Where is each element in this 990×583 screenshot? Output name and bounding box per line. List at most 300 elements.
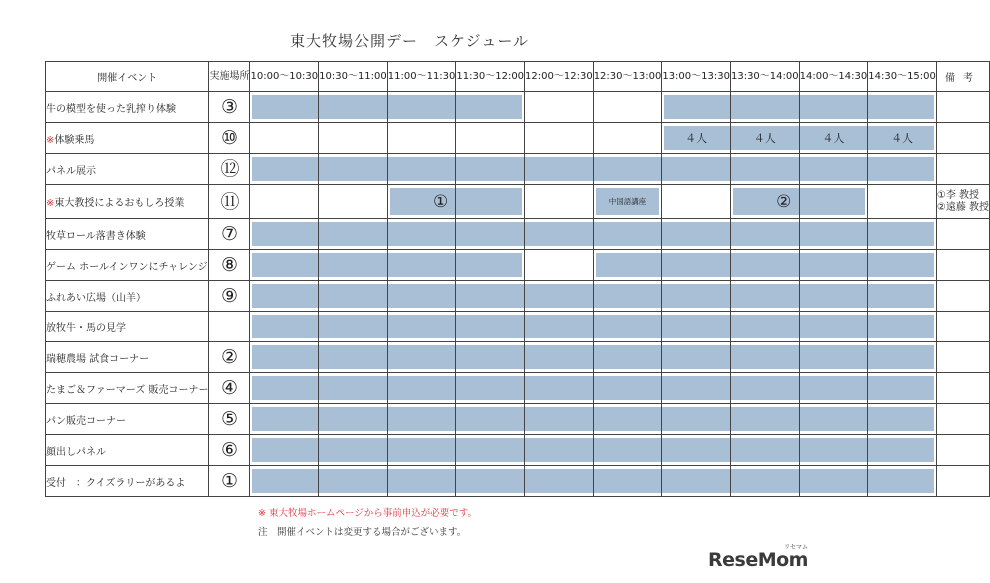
slot-fill: [800, 284, 868, 308]
slot-fill: [456, 284, 524, 308]
note-cell: [936, 312, 989, 342]
slot-fill: [868, 95, 934, 119]
time-slot: [387, 281, 456, 312]
time-slot: [319, 342, 388, 373]
time-slot: [799, 435, 868, 466]
header-time: 13:30～14:00: [730, 62, 799, 92]
slot-fill: [731, 376, 799, 400]
time-slot: [593, 466, 662, 497]
slot-fill: [319, 376, 387, 400]
slot-fill: [662, 407, 730, 431]
time-slot: [387, 250, 456, 281]
slot-fill: [868, 253, 934, 277]
time-slot: [456, 342, 525, 373]
note-cell: [936, 123, 989, 154]
event-name-cell: [46, 185, 209, 219]
time-slot: [387, 219, 456, 250]
table-row: [46, 435, 990, 466]
time-slot: [525, 154, 594, 185]
time-slot: [799, 404, 868, 435]
slot-fill: [868, 376, 934, 400]
place-cell: [209, 281, 250, 312]
place-number: ⑪: [220, 190, 240, 213]
slot-fill: [319, 315, 387, 338]
time-slot: [525, 123, 594, 154]
slot-fill: [388, 376, 456, 400]
slot-label: ４人: [753, 132, 776, 145]
footnote-change: 注 開催イベントは変更する場合がございます。: [258, 527, 467, 538]
slot-fill: [388, 315, 456, 338]
time-slot: [319, 312, 388, 342]
slot-fill: [525, 407, 593, 431]
logo-sub: リセマム: [784, 544, 808, 551]
time-slot: [525, 404, 594, 435]
time-slot: [593, 312, 662, 342]
slot-fill: [456, 469, 524, 493]
time-slot: [387, 466, 456, 497]
time-slot: [456, 154, 525, 185]
time-slot: [319, 154, 388, 185]
time-slot: [799, 154, 868, 185]
slot-fill: [388, 157, 456, 181]
time-slot: [250, 312, 319, 342]
slot-fill: [525, 469, 593, 493]
time-slot: [868, 373, 937, 404]
place-cell: [209, 342, 250, 373]
slot-fill: [525, 345, 593, 369]
time-slot: [525, 373, 594, 404]
event-name-cell: [46, 154, 209, 185]
slot-fill: [731, 438, 799, 462]
time-slot: [730, 404, 799, 435]
slot-fill: [868, 438, 934, 462]
time-slot: [868, 404, 937, 435]
slot-fill: [731, 345, 799, 369]
time-slot: [868, 312, 937, 342]
time-slot: [593, 281, 662, 312]
header-place: 実施場所: [209, 62, 250, 92]
event-name-cell: [46, 92, 209, 123]
slot-fill: [456, 95, 522, 119]
place-cell: [209, 219, 250, 250]
slot-fill: [594, 469, 662, 493]
event-name-cell: [46, 404, 209, 435]
time-slot: [730, 435, 799, 466]
slot-fill: [731, 407, 799, 431]
slot-fill: [525, 222, 593, 246]
time-slot: [662, 250, 731, 281]
place-cell: [209, 92, 250, 123]
event-name: ふれあい広場（山羊）: [46, 292, 146, 304]
slot-fill: [252, 253, 318, 277]
place-cell: [209, 435, 250, 466]
time-slot: [593, 185, 662, 219]
time-slot: [593, 250, 662, 281]
time-slot: [799, 219, 868, 250]
time-slot: [456, 312, 525, 342]
time-slot: [868, 185, 937, 219]
event-name-cell: [46, 466, 209, 497]
slot-fill: [868, 222, 934, 246]
header-event: 開催イベント: [46, 62, 209, 92]
time-slot: [387, 123, 456, 154]
table-row: [46, 250, 990, 281]
slot-fill: [388, 345, 456, 369]
footnote-required: ※ 東大牧場ホームページから事前申込が必要です。: [258, 508, 478, 519]
slot-fill: [319, 95, 387, 119]
note-cell: [936, 281, 989, 312]
slot-fill: [252, 345, 318, 369]
slot-fill: [252, 284, 318, 308]
note-cell: [936, 154, 989, 185]
slot-fill: [800, 157, 868, 181]
slot-label: ４人: [822, 132, 845, 145]
slot-fill: [456, 438, 524, 462]
table-row: [46, 466, 990, 497]
event-name: 牛の模型を使った乳搾り体験: [46, 103, 176, 115]
slot-fill: [868, 157, 934, 181]
time-slot: [799, 466, 868, 497]
header-time: 11:00～11:30: [387, 62, 456, 92]
place-number: ②: [220, 346, 238, 368]
place-number: ⑦: [220, 223, 238, 245]
slot-fill: [388, 95, 456, 119]
note-cell: [936, 435, 989, 466]
header-time: 14:30～15:00: [868, 62, 937, 92]
slot-fill: [388, 469, 456, 493]
place-cell: [209, 123, 250, 154]
time-slot: [730, 154, 799, 185]
slot-fill: [319, 253, 387, 277]
slot-fill: [800, 407, 868, 431]
place-number: ⑩: [220, 127, 238, 149]
time-slot: [662, 373, 731, 404]
time-slot: [525, 250, 594, 281]
note-cell: [936, 466, 989, 497]
time-slot: [730, 466, 799, 497]
time-slot: [319, 404, 388, 435]
slot-fill: [319, 407, 387, 431]
slot-fill: [319, 284, 387, 308]
slot-fill: [800, 315, 868, 338]
slot-fill: [456, 345, 524, 369]
time-slot: [799, 342, 868, 373]
table-row: [46, 342, 990, 373]
time-slot: [662, 123, 731, 154]
time-slot: [525, 435, 594, 466]
resemom-logo: [708, 544, 808, 571]
note-line: ②遠藤 教授: [936, 201, 990, 213]
time-slot: [387, 92, 456, 123]
time-slot: [799, 312, 868, 342]
event-name: ゲーム ホールインワンにチャレンジ: [46, 261, 208, 273]
slot-fill: [388, 284, 456, 308]
table-row: [46, 373, 990, 404]
time-slot: [319, 92, 388, 123]
slot-fill: [868, 315, 934, 338]
slot-fill: [594, 376, 662, 400]
note-cell: [936, 185, 989, 219]
time-slot: [250, 373, 319, 404]
time-slot: [525, 185, 594, 219]
slot-fill: [319, 345, 387, 369]
slot-fill: [456, 315, 524, 338]
slot-fill: [731, 315, 799, 338]
time-slot: [250, 185, 319, 219]
time-slot: [868, 342, 937, 373]
slot-fill: [662, 284, 730, 308]
time-slot: [730, 185, 799, 219]
slot-fill: [800, 222, 868, 246]
slot-label: ②: [776, 191, 792, 212]
event-name-cell: [46, 435, 209, 466]
time-slot: [593, 154, 662, 185]
event-name-cell: [46, 250, 209, 281]
time-slot: [868, 92, 937, 123]
note-line: ①李 教授: [936, 189, 980, 201]
slot-fill: [456, 222, 524, 246]
slot-label: ①: [432, 191, 449, 212]
event-name: 牧草ロール落書き体験: [46, 230, 146, 242]
time-slot: [662, 312, 731, 342]
slot-fill: [594, 284, 662, 308]
time-slot: [250, 281, 319, 312]
time-slot: [799, 92, 868, 123]
place-cell: [209, 185, 250, 219]
slot-fill: [525, 438, 593, 462]
time-slot: [456, 123, 525, 154]
time-slot: [662, 185, 731, 219]
time-slot: [319, 435, 388, 466]
slot-fill: [800, 253, 868, 277]
time-slot: [250, 219, 319, 250]
place-number: ④: [220, 377, 238, 399]
slot-fill: [662, 469, 730, 493]
slot-fill: [800, 469, 868, 493]
slot-fill: [456, 407, 524, 431]
slot-fill: [662, 376, 730, 400]
time-slot: [662, 219, 731, 250]
schedule-body: [46, 92, 990, 497]
time-slot: [456, 404, 525, 435]
place-cell: [209, 312, 250, 342]
slot-fill: [252, 469, 318, 493]
slot-fill: [252, 222, 318, 246]
slot-fill: [525, 315, 593, 338]
time-slot: [730, 312, 799, 342]
slot-fill: [662, 438, 730, 462]
time-slot: [319, 123, 388, 154]
slot-fill: [594, 407, 662, 431]
slot-fill: [525, 376, 593, 400]
slot-fill: [868, 407, 934, 431]
table-row: [46, 154, 990, 185]
time-slot: [662, 466, 731, 497]
header-row: [46, 62, 990, 92]
table-row: [46, 281, 990, 312]
place-number: ⑫: [220, 158, 240, 180]
place-number: ⑨: [220, 285, 238, 307]
slot-fill: [662, 345, 730, 369]
time-slot: [799, 281, 868, 312]
time-slot: [387, 404, 456, 435]
time-slot: [525, 219, 594, 250]
time-slot: [250, 404, 319, 435]
time-slot: [593, 404, 662, 435]
schedule-table: [45, 61, 990, 497]
time-slot: [799, 185, 868, 219]
header-time: 10:00～10:30: [250, 62, 319, 92]
time-slot: [662, 404, 731, 435]
table-row: [46, 404, 990, 435]
place-number: ⑧: [220, 254, 238, 276]
table-row: [46, 123, 990, 154]
event-name-cell: [46, 123, 209, 154]
required-mark: ※: [46, 198, 55, 209]
event-name-cell: [46, 342, 209, 373]
header-note: 備考: [936, 62, 989, 92]
slot-fill: [594, 345, 662, 369]
logo-text: ReseMom: [708, 549, 808, 571]
slot-fill: [456, 188, 522, 215]
slot-label: ４人: [685, 132, 708, 145]
slot-fill: [662, 222, 730, 246]
time-slot: [799, 123, 868, 154]
place-cell: [209, 154, 250, 185]
note-cell: [936, 373, 989, 404]
time-slot: [730, 92, 799, 123]
header-time: 11:30～12:00: [456, 62, 525, 92]
time-slot: [387, 154, 456, 185]
slot-fill: [456, 376, 524, 400]
event-name-cell: [46, 312, 209, 342]
time-slot: [456, 219, 525, 250]
event-name: パネル展示: [46, 165, 96, 177]
slot-label: 中国語講座: [608, 196, 647, 206]
slot-fill: [662, 157, 730, 181]
time-slot: [250, 154, 319, 185]
note-cell: [936, 404, 989, 435]
slot-fill: [252, 157, 318, 181]
slot-fill: [252, 315, 318, 338]
place-cell: [209, 373, 250, 404]
time-slot: [730, 342, 799, 373]
slot-fill: [868, 345, 934, 369]
time-slot: [456, 92, 525, 123]
slot-fill: [594, 157, 662, 181]
time-slot: [387, 312, 456, 342]
time-slot: [868, 435, 937, 466]
time-slot: [730, 281, 799, 312]
slot-fill: [800, 345, 868, 369]
header-time: 12:00～12:30: [525, 62, 594, 92]
event-name: 東大教授によるおもしろ授業: [54, 198, 185, 209]
time-slot: [319, 219, 388, 250]
event-name-cell: [46, 281, 209, 312]
place-number: ⑥: [220, 439, 238, 461]
slot-fill: [456, 157, 524, 181]
slot-fill: [596, 253, 662, 277]
slot-fill: [525, 284, 593, 308]
slot-fill: [388, 407, 456, 431]
time-slot: [319, 250, 388, 281]
time-slot: [319, 185, 388, 219]
time-slot: [525, 312, 594, 342]
table-row: [46, 92, 990, 123]
slot-fill: [388, 438, 456, 462]
slot-fill: [868, 469, 934, 493]
note-cell: [936, 219, 989, 250]
slot-fill: [800, 188, 866, 215]
slot-fill: [594, 438, 662, 462]
time-slot: [593, 435, 662, 466]
slot-fill: [319, 157, 387, 181]
time-slot: [250, 92, 319, 123]
event-name: 瑞穂農場 試食コーナー: [46, 353, 150, 365]
time-slot: [250, 466, 319, 497]
header-time: 10:30～11:00: [319, 62, 388, 92]
time-slot: [456, 373, 525, 404]
slot-fill: [525, 157, 593, 181]
time-slot: [730, 373, 799, 404]
table-row: [46, 185, 990, 219]
time-slot: [250, 123, 319, 154]
time-slot: [525, 466, 594, 497]
place-number: ③: [220, 96, 238, 118]
event-name: 体験乗馬: [54, 134, 95, 146]
time-slot: [250, 250, 319, 281]
time-slot: [662, 92, 731, 123]
time-slot: [868, 466, 937, 497]
time-slot: [662, 435, 731, 466]
time-slot: [319, 373, 388, 404]
note-cell: [936, 250, 989, 281]
time-slot: [868, 281, 937, 312]
time-slot: [662, 154, 731, 185]
time-slot: [250, 435, 319, 466]
event-name: 受付 ：クイズラリーがあるよ: [46, 477, 186, 489]
time-slot: [868, 154, 937, 185]
slot-fill: [388, 253, 456, 277]
time-slot: [662, 281, 731, 312]
table-row: [46, 219, 990, 250]
slot-fill: [731, 284, 799, 308]
time-slot: [387, 342, 456, 373]
slot-fill: [594, 315, 662, 338]
event-name: パン販売コーナー: [46, 415, 126, 427]
slot-fill: [456, 253, 522, 277]
slot-fill: [662, 315, 730, 338]
event-name-cell: [46, 219, 209, 250]
time-slot: [525, 92, 594, 123]
header-time: 14:00～14:30: [799, 62, 868, 92]
slot-fill: [800, 438, 868, 462]
slot-fill: [252, 376, 318, 400]
slot-fill: [594, 222, 662, 246]
time-slot: [730, 250, 799, 281]
page-title: 東大牧場公開デー スケジュール: [289, 32, 530, 50]
time-slot: [799, 250, 868, 281]
place-cell: [209, 250, 250, 281]
time-slot: [456, 250, 525, 281]
place-cell: [209, 404, 250, 435]
slot-fill: [731, 157, 799, 181]
time-slot: [730, 123, 799, 154]
header-time: 12:30～13:00: [593, 62, 662, 92]
slot-fill: [252, 95, 318, 119]
slot-fill: [252, 407, 318, 431]
slot-fill: [731, 253, 799, 277]
